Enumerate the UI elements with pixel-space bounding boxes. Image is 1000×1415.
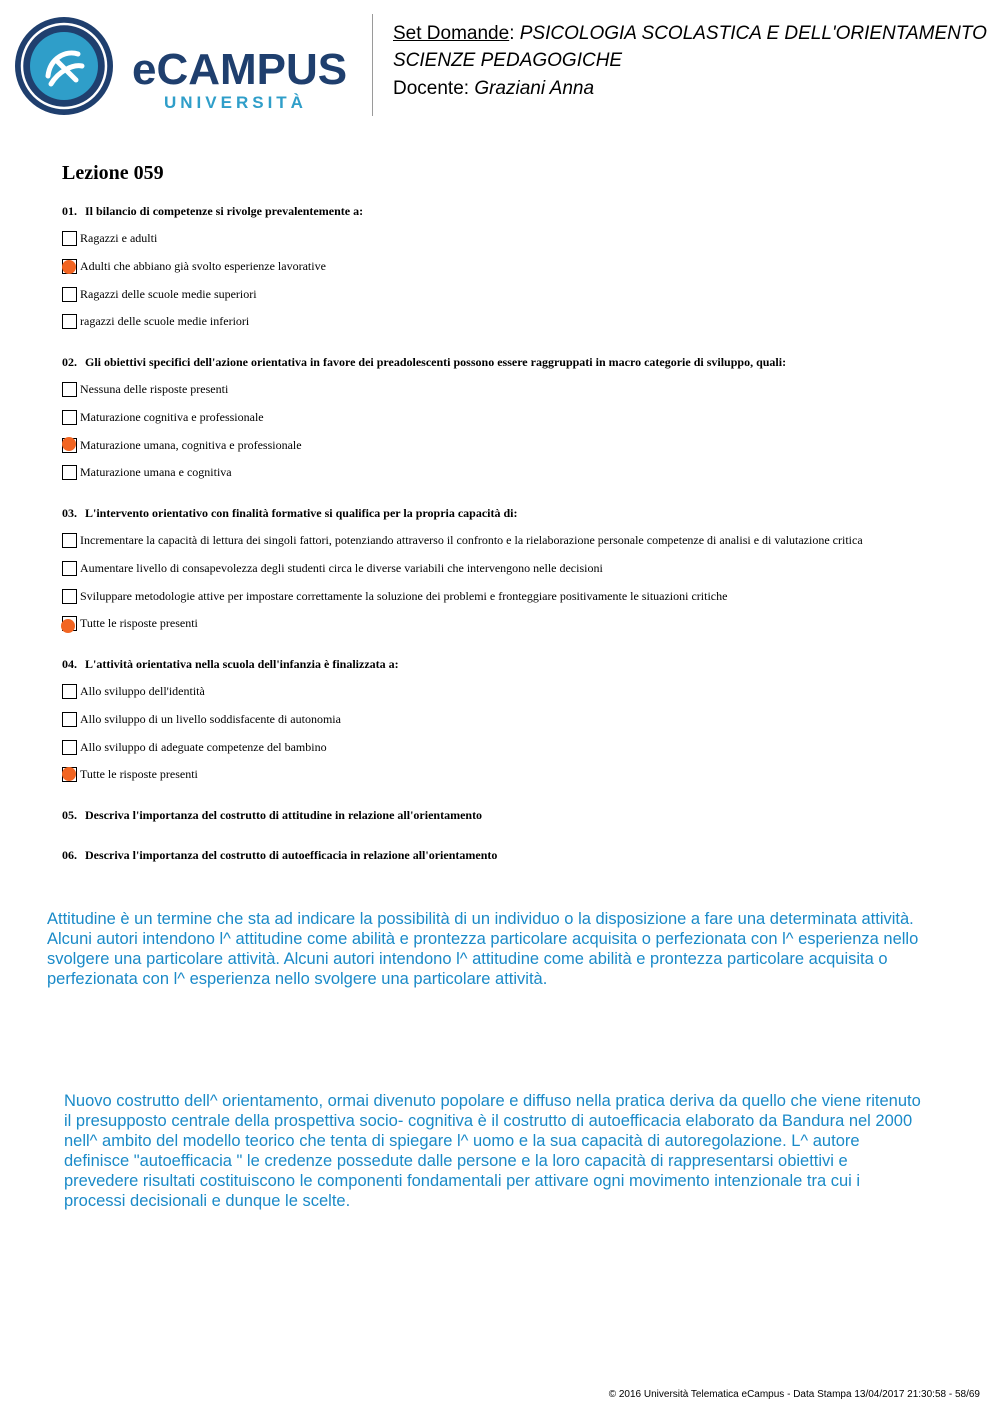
- header-course-line2: [393, 49, 622, 73]
- checkbox[interactable]: [62, 465, 77, 480]
- selected-marker-icon: [62, 437, 76, 451]
- checkbox[interactable]: [62, 287, 77, 302]
- question-number: 04.: [62, 657, 77, 671]
- checkbox[interactable]: [62, 314, 77, 329]
- page-footer: © 2016 Università Telematica eCampus - Data Stampa 13/04/2017 21:30:58 - 58/69: [608, 1389, 980, 1400]
- header-teacher-line: [393, 77, 594, 101]
- option-text: Incrementare la capacità di lettura dei singoli fattori, potenziando attraverso il confronto e la rielaborazione personale competenze di analisi e di valutazione critica: [80, 533, 863, 547]
- header-divider: [372, 14, 373, 116]
- set-separator: :: [509, 23, 520, 44]
- question-number: 02.: [62, 355, 77, 369]
- checkbox[interactable]: [62, 712, 77, 727]
- option-text: Ragazzi e adulti: [80, 231, 158, 245]
- checkbox[interactable]: [62, 684, 77, 699]
- ecampus-logo-graphic: [14, 14, 359, 119]
- question-text: Descriva l'importanza del costrutto di autoefficacia in relazione all'orientamento: [85, 848, 498, 862]
- answer-line: Nuovo costrutto dell^ orientamento, ormai divenuto popolare e diffuso nella pratica deriva da quello che viene ritenuto: [64, 1092, 921, 1110]
- question-02: [62, 355, 786, 370]
- checkbox[interactable]: [62, 740, 77, 755]
- set-label: Set Domande: [393, 23, 510, 44]
- answer-line: svolgere una particolare attività. Alcuni autori intendono l^ attitudine come abilità e prontezza particolare acquisita o: [47, 950, 888, 968]
- teacher-name: Graziani Anna: [474, 78, 595, 99]
- option-text: Maturazione cognitiva e professionale: [80, 410, 264, 424]
- question-text: L'attività orientativa nella scuola dell'infanzia è finalizzata a:: [85, 657, 399, 671]
- selected-marker-icon: [62, 260, 76, 274]
- option-text: Allo sviluppo dell'identità: [80, 684, 205, 698]
- course-title-line1: PSICOLOGIA SCOLASTICA E DELL'ORIENTAMENTO: [519, 23, 987, 44]
- checkbox[interactable]: [62, 382, 77, 397]
- ecampus-logo: [14, 14, 359, 119]
- answer-line: Alcuni autori intendono l^ attitudine come abilità e prontezza particolare acquisita o perfezionata con l^ esperienza nello: [47, 930, 919, 948]
- question-03: [62, 506, 518, 521]
- answer-line: perfezionata con l^ esperienza nello svolgere una particolare attività.: [47, 970, 548, 988]
- option-text: Maturazione umana, cognitiva e professionale: [80, 438, 302, 452]
- question-number: 03.: [62, 506, 77, 520]
- option-text: Nessuna delle risposte presenti: [80, 382, 229, 396]
- answer-line: prevedere risultati costituiscono le componenti fondamentali per attivare ogni movimento intenzionale tra cui i: [64, 1172, 861, 1190]
- option-text: Allo sviluppo di un livello soddisfacente di autonomia: [80, 712, 341, 726]
- checkbox[interactable]: [62, 231, 77, 246]
- option-text: Aumentare livello di consapevolezza degli studenti circa le diverse variabili che intervengono nelle decisioni: [80, 561, 603, 575]
- checkbox[interactable]: [62, 533, 77, 548]
- answer-06-text: [64, 1091, 921, 1211]
- question-text: L'intervento orientativo con finalità formative si qualifica per la propria capacità di:: [85, 506, 518, 520]
- question-text: Il bilancio di competenze si rivolge prevalentemente a:: [85, 204, 364, 218]
- answer-05-text: [47, 909, 918, 989]
- option-text: Maturazione umana e cognitiva: [80, 465, 232, 479]
- answer-line: Attitudine è un termine che sta ad indicare la possibilità di un individuo o la disposizione a fare una determinata attività.: [47, 910, 914, 928]
- question-number: 06.: [62, 848, 77, 862]
- logo-subtext: UNIVERSITÀ: [164, 93, 307, 112]
- course-title-line2: SCIENZE PEDAGOGICHE: [393, 50, 623, 71]
- answer-line: nell^ ambito del modello teorico che tenta di spiegare l^ uomo e la sua capacità di autoregolazione. L^ autore: [64, 1132, 860, 1150]
- selected-marker-icon: [62, 767, 76, 781]
- option-text: Sviluppare metodologie attive per impostare correttamente la soluzione dei problemi e fronteggiare positivamente le situazioni critiche: [80, 589, 728, 603]
- question-01: [62, 204, 363, 219]
- teacher-label: Docente:: [393, 78, 475, 99]
- checkbox[interactable]: [62, 561, 77, 576]
- selected-marker-icon: [61, 619, 75, 633]
- lesson-title: Lezione 059: [62, 162, 164, 184]
- option-text: Tutte le risposte presenti: [80, 616, 198, 630]
- question-text: Descriva l'importanza del costrutto di attitudine in relazione all'orientamento: [85, 808, 483, 822]
- logo-wordmark: eCAMPUS: [132, 45, 348, 94]
- option-text: Allo sviluppo di adeguate competenze del bambino: [80, 740, 327, 754]
- checkbox[interactable]: [62, 410, 77, 425]
- answer-line: processi decisionali e dunque le scelte.: [64, 1192, 351, 1210]
- option-text: Adulti che abbiano già svolto esperienze lavorative: [80, 259, 326, 273]
- question-05: [62, 808, 482, 823]
- answer-line: il presupposto centrale della prospettiva socio- cognitiva è il costrutto di autoefficacia elaborato da Bandura nel 2000: [64, 1112, 913, 1130]
- question-04: [62, 657, 399, 672]
- question-text: Gli obiettivi specifici dell'azione orientativa in favore dei preadolescenti possono essere raggruppati in macro categorie di sviluppo, quali:: [85, 355, 787, 369]
- question-number: 01.: [62, 204, 77, 218]
- question-06: [62, 848, 497, 863]
- checkbox[interactable]: [62, 589, 77, 604]
- option-text: Ragazzi delle scuole medie superiori: [80, 287, 257, 301]
- option-text: Tutte le risposte presenti: [80, 767, 198, 781]
- header-set-line: [393, 22, 987, 46]
- question-number: 05.: [62, 808, 77, 822]
- answer-line: definisce "autoefficacia " le credenze possedute dalle persone e la loro capacità di rappresentarsi obiettivi e: [64, 1152, 848, 1170]
- option-text: ragazzi delle scuole medie inferiori: [80, 314, 250, 328]
